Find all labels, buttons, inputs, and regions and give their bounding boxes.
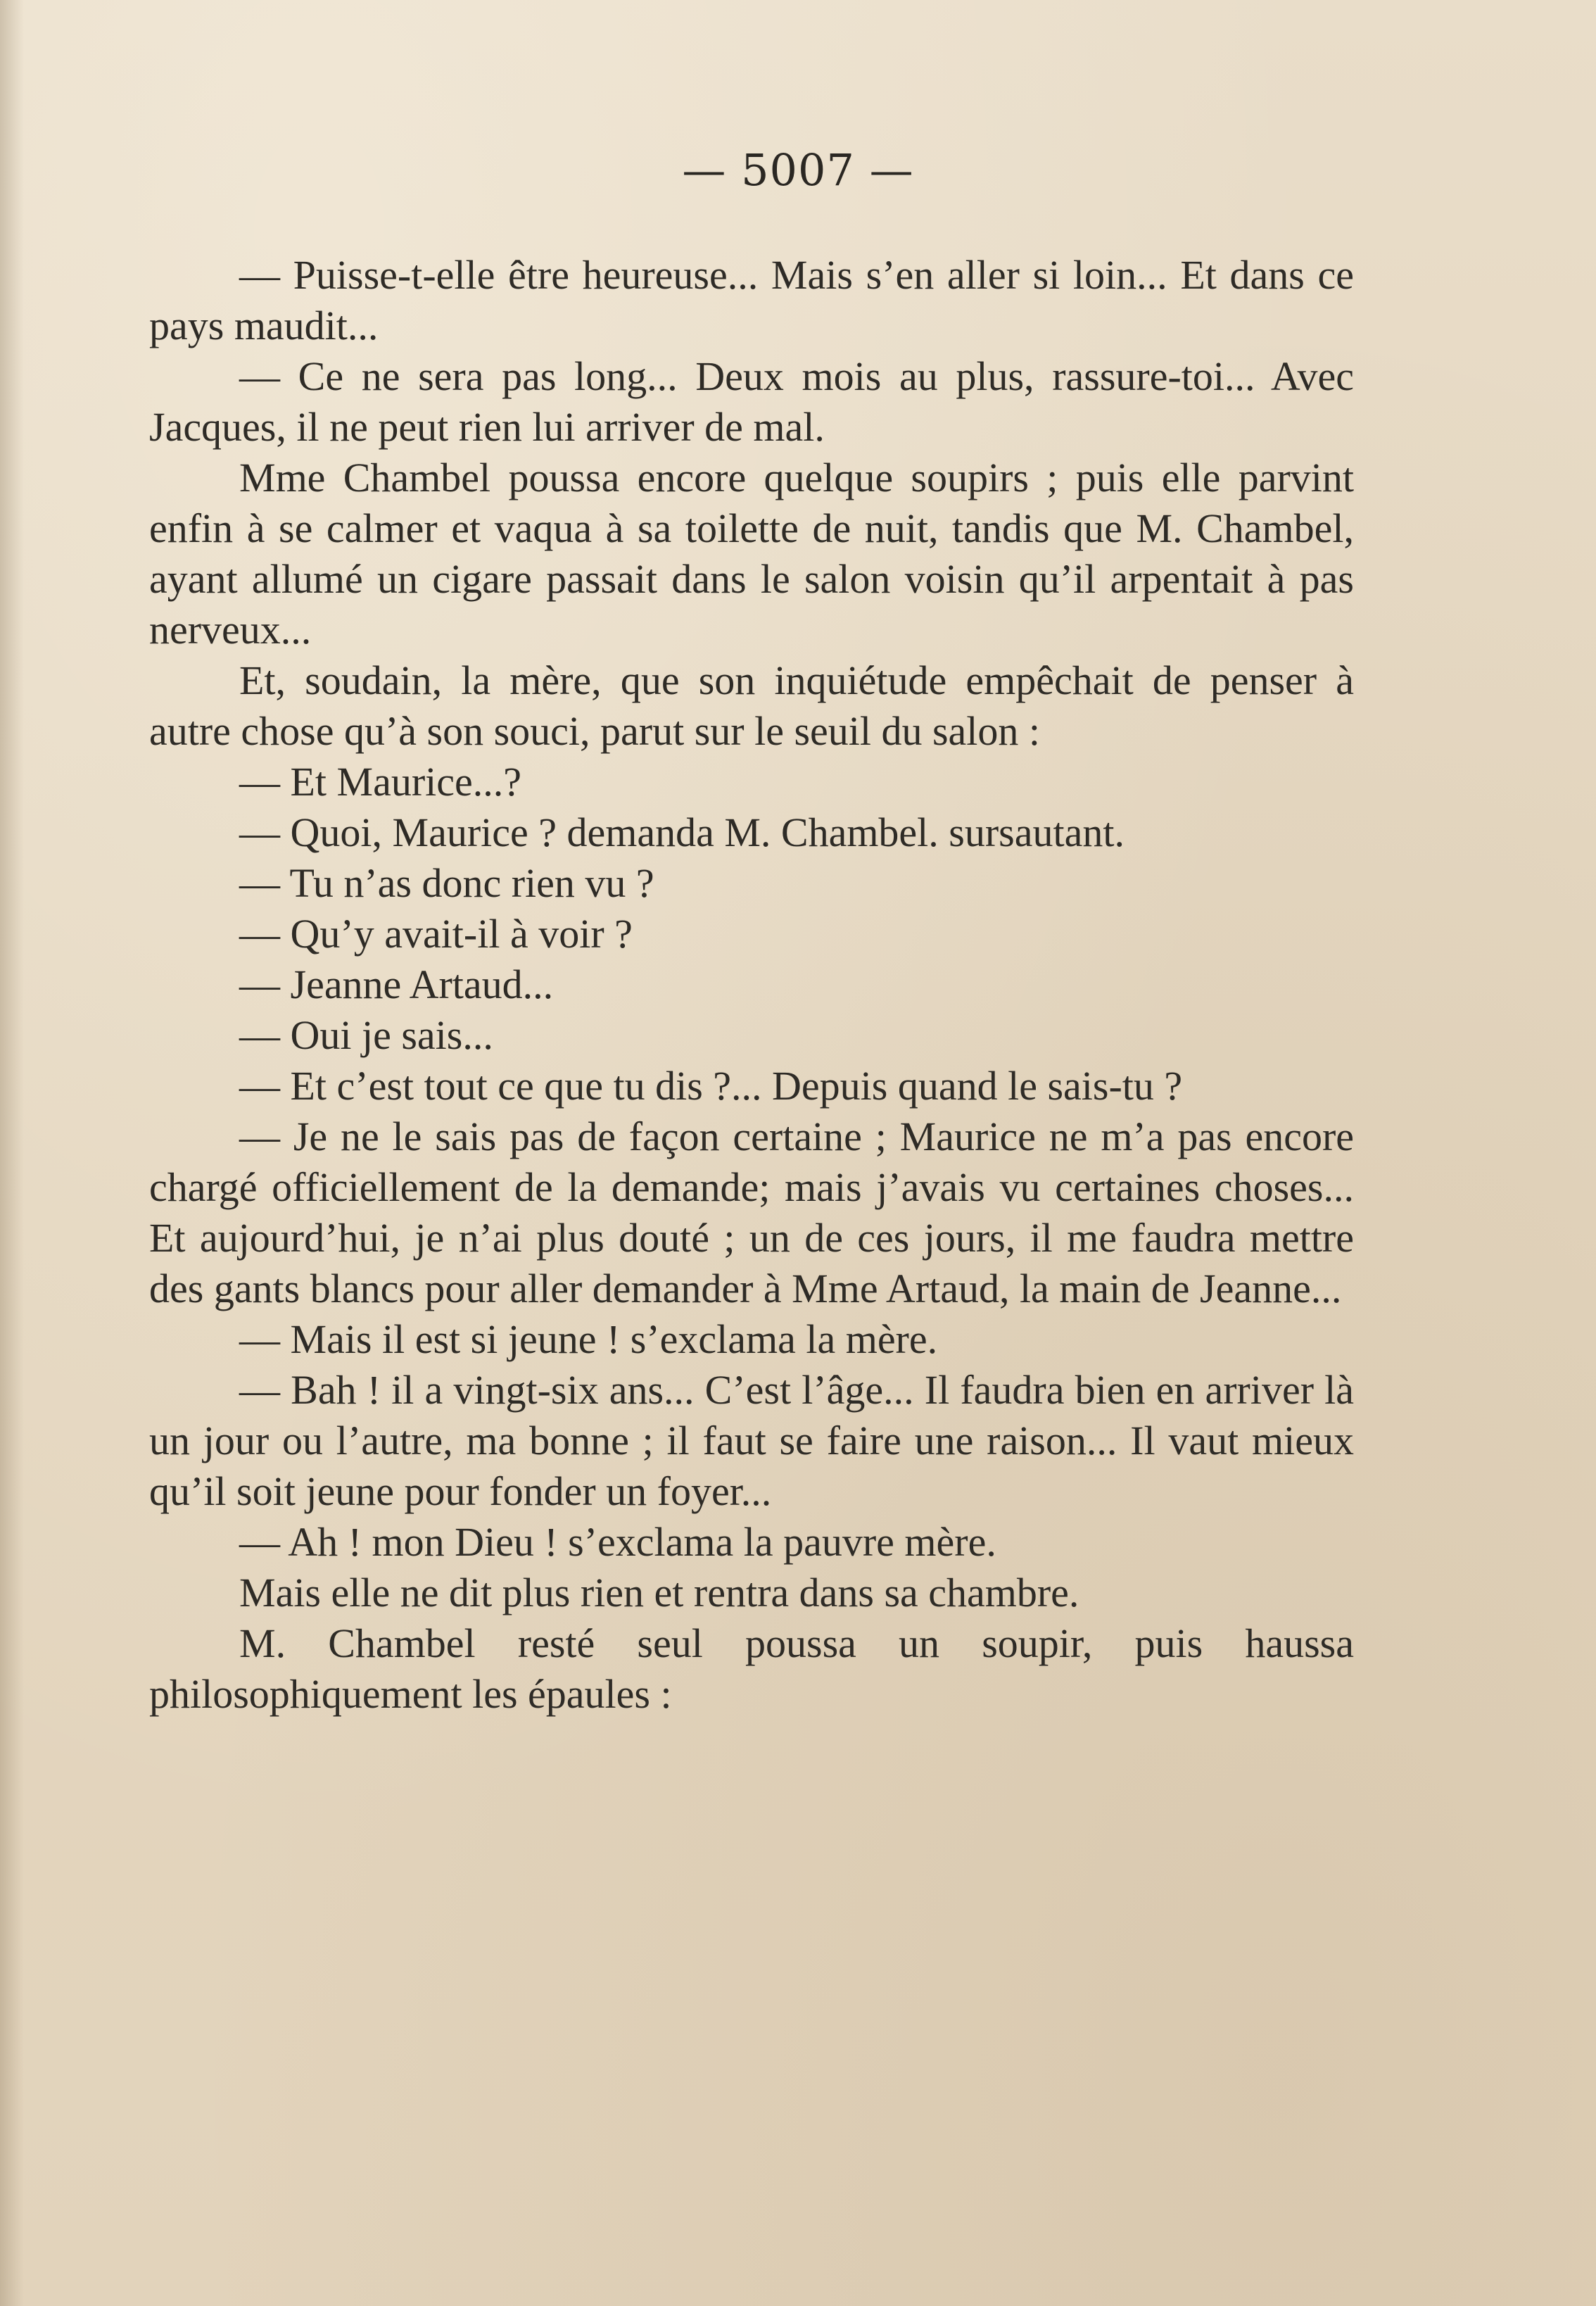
paragraph: Et, soudain, la mère, que son inquiétude empêchait de penser à autre chose qu’à son souci, parut sur le seuil du salon : (149, 657, 1354, 754)
paragraph: — Je ne le sais pas de façon certaine ; Maurice ne m’a pas encore chargé officiellement de la demande; mais j’avais vu certaines choses... Et aujourd’hui, je n’ai plus douté ; un de ces jours, il me faudra mettre des gants blancs pour aller demander à Mme Artaud, la main de Jeanne... (149, 1114, 1354, 1311)
paragraph: — Qu’y avait-il à voir ? (239, 911, 633, 957)
paragraph: Mme Chambel poussa encore quelque soupirs ; puis elle parvint enfin à se calmer et vaqua à sa toilette de nuit, tandis que M. Chambel, ayant allumé un cigare passait dans le salon voisin qu’il arpentait à pas nerveux... (149, 455, 1354, 653)
paragraph: — Et c’est tout ce que tu dis ?... Depuis quand le sais-tu ? (239, 1063, 1183, 1109)
paragraph: — Bah ! il a vingt-six ans... C’est l’âge... Il faudra bien en arriver là un jour ou l’autre, ma bonne ; il faut se faire une raison... Il vaut mieux qu’il soit jeune pour fonder un foyer... (149, 1367, 1354, 1514)
paragraph: — Ce ne sera pas long... Deux mois au plus, rassure-toi... Avec Jacques, il ne peut rien lui arriver de mal. (149, 353, 1354, 450)
page-number: — 5007 — (682, 144, 914, 196)
paragraph: M. Chambel resté seul poussa un soupir, puis haussa philosophiquement les épaules : (149, 1620, 1354, 1717)
body-text (149, 250, 1354, 1720)
paragraph: — Ah ! mon Dieu ! s’exclama la pauvre mère. (239, 1519, 996, 1565)
paragraph: — Mais il est si jeune ! s’exclama la mère. (239, 1316, 938, 1362)
paragraph: — Jeanne Artaud... (239, 962, 554, 1007)
paragraph: — Oui je sais... (239, 1012, 493, 1058)
paragraph: — Puisse-t-elle être heureuse... Mais s’en aller si loin... Et dans ce pays maudit... (149, 252, 1354, 348)
paragraph: Mais elle ne dit plus rien et rentra dans sa chambre. (239, 1570, 1079, 1615)
paragraph: — Quoi, Maurice ? demanda M. Chambel. sursautant. (239, 809, 1125, 855)
paragraph: — Et Maurice...? (239, 759, 522, 805)
page-gutter-shadow (0, 0, 24, 2306)
paragraph: — Tu n’as donc rien vu ? (239, 860, 654, 906)
